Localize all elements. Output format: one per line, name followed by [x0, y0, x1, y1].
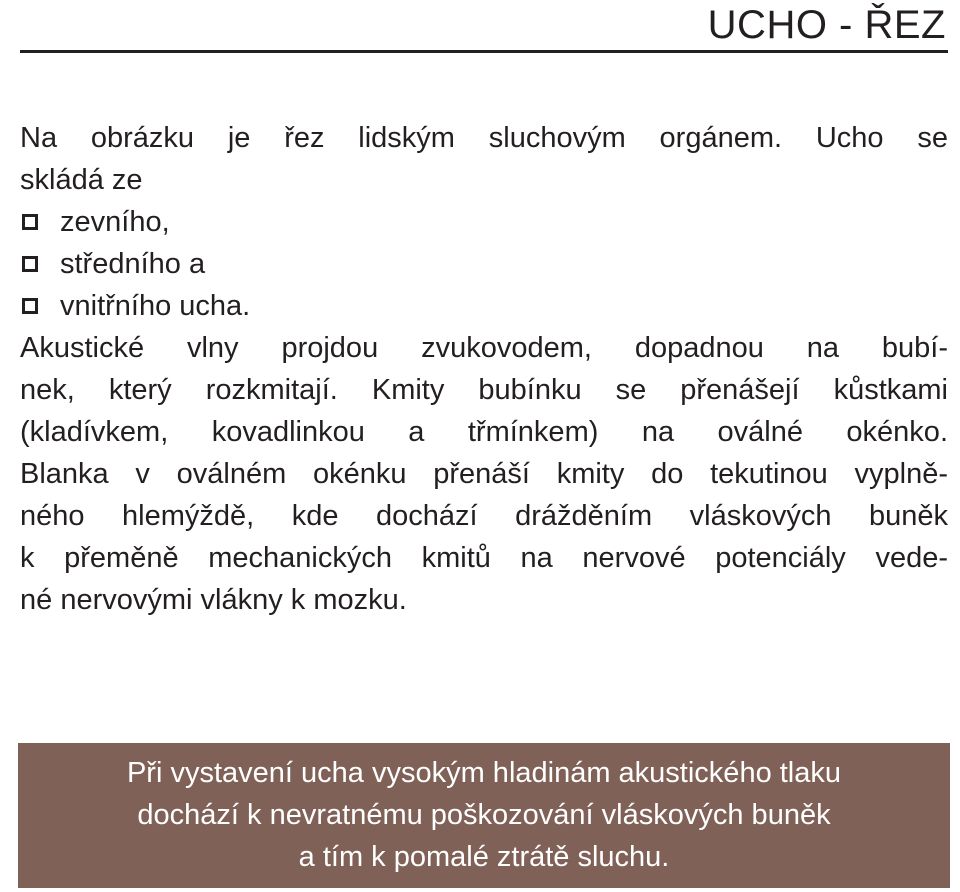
hollow-square-bullet-icon [22, 256, 38, 272]
main-text [20, 117, 948, 621]
paragraph-line: ného hlemýždě, kde dochází drážděním vláskových buněk [20, 500, 948, 532]
list-item-label: vnitřního ucha. [60, 290, 251, 322]
list-item-label: středního a [60, 248, 206, 280]
list-item [20, 201, 948, 243]
note-line: a tím k pomalé ztrátě sluchu. [298, 841, 670, 873]
intro-line: Na obrázku je řez lidským sluchovým orgánem. Ucho se [20, 122, 948, 154]
note-line: dochází k nevratnému poškozování vláskových buněk [137, 799, 831, 831]
paragraph-line: nek, který rozkmitají. Kmity bubínku se přenášejí kůstkami [20, 374, 948, 406]
title-divider [20, 50, 948, 53]
intro-line: skládá ze [20, 164, 143, 196]
paragraph-line: né nervovými vlákny k mozku. [20, 584, 407, 616]
warning-note-box [18, 743, 950, 888]
hollow-square-bullet-icon [22, 298, 38, 314]
list-item-label: zevního, [60, 206, 170, 238]
paragraph-line: Blanka v oválném okénku přenáší kmity do tekutinou vyplně- [20, 458, 948, 490]
paragraph-line: k přeměně mechanických kmitů na nervové potenciály vede- [20, 542, 948, 574]
paragraph-line: Akustické vlny projdou zvukovodem, dopadnou na bubí- [20, 332, 948, 364]
paragraph-line: (kladívkem, kovadlinkou a třmínkem) na oválné okénko. [20, 416, 948, 448]
list-item [20, 243, 948, 285]
hollow-square-bullet-icon [22, 214, 38, 230]
note-line: Při vystavení ucha vysokým hladinám akustického tlaku [126, 757, 842, 789]
list-item [20, 285, 948, 327]
page-title: UCHO - ŘEZ [707, 3, 946, 47]
